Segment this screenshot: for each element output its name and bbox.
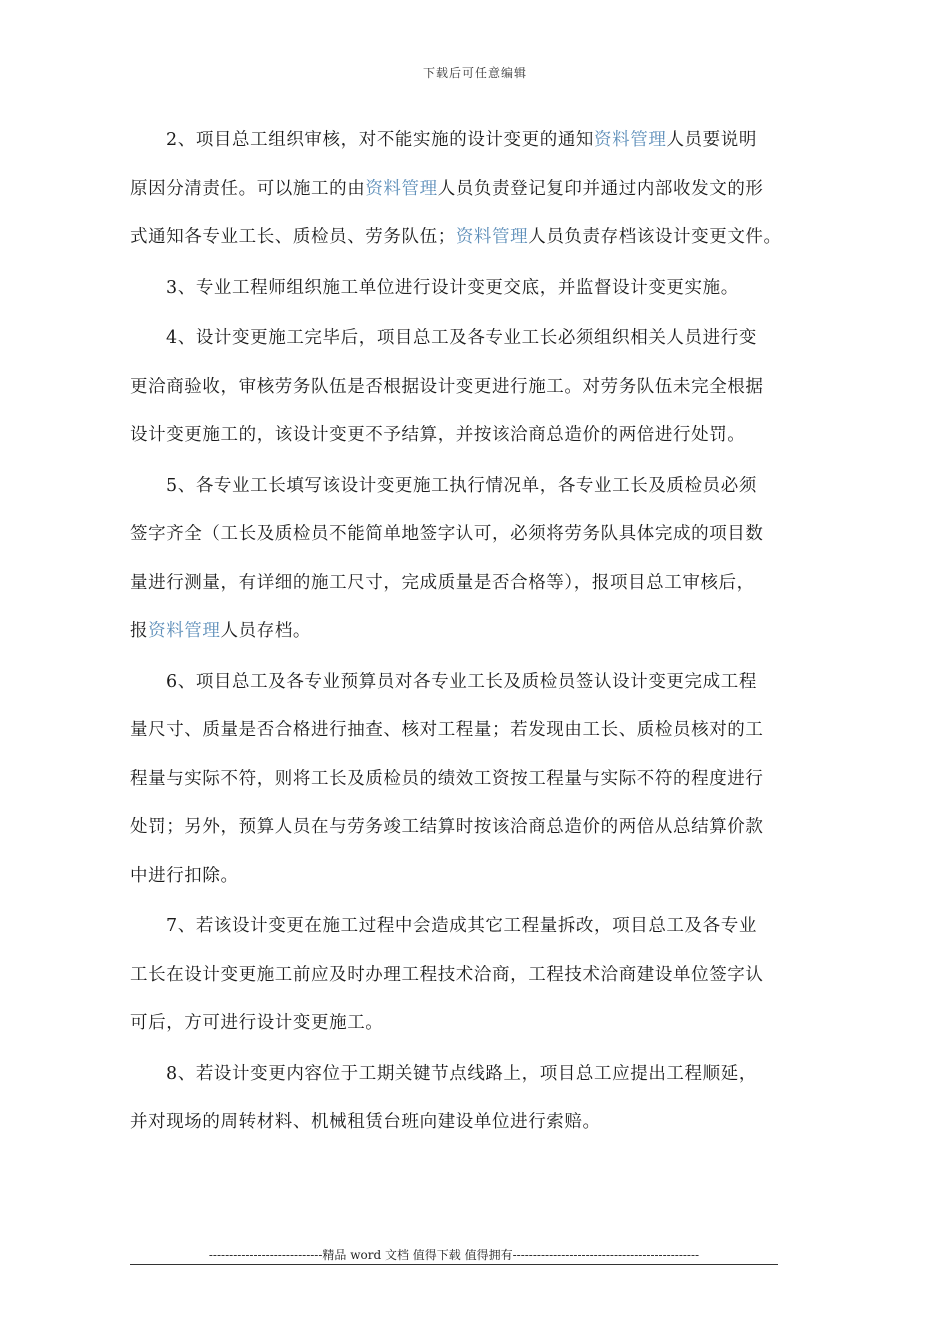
text-segment: 签字齐全（工长及质检员不能简单地签字认可，必须将劳务队具体完成的项目数 bbox=[130, 524, 764, 544]
text-segment: 程量与实际不符，则将工长及质检员的绩效工资按工程量与实际不符的程度进行 bbox=[130, 768, 764, 789]
text-segment: 人员存档。 bbox=[220, 621, 312, 641]
footer-rule bbox=[130, 1264, 778, 1265]
paragraph-line bbox=[130, 1098, 810, 1147]
paragraph-line bbox=[130, 706, 810, 755]
paragraph-line bbox=[130, 755, 810, 804]
paragraph-line bbox=[130, 999, 810, 1048]
text-segment: 8、若设计变更内容位于工期关键节点线路上，项目总工应提出工程顺延， bbox=[166, 1063, 757, 1084]
paragraph bbox=[130, 1050, 810, 1147]
text-segment: 中进行扣除。 bbox=[130, 865, 239, 886]
paragraph-line bbox=[130, 852, 810, 901]
paragraph-line bbox=[130, 213, 810, 262]
document-body bbox=[130, 116, 810, 1149]
text-segment: 工长在设计变更施工前应及时办理工程技术洽商，工程技术洽商建设单位签字认 bbox=[130, 964, 764, 985]
paragraph bbox=[130, 264, 810, 313]
paragraph bbox=[130, 902, 810, 1048]
paragraph-line bbox=[130, 462, 810, 511]
paragraph-line bbox=[130, 658, 810, 707]
text-segment: 6、项目总工及各专业预算员对各专业工长及质检员签认设计变更完成工程 bbox=[166, 671, 757, 692]
paragraph-line bbox=[130, 1050, 810, 1099]
text-segment: 并对现场的周转材料、机械租赁台班向建设单位进行索赔。 bbox=[130, 1112, 601, 1132]
text-segment: 报 bbox=[130, 621, 149, 641]
footer-note: ----------------------------精品 word 文档 值得下载 值得拥有---------------------------------------------- bbox=[208, 1248, 700, 1262]
paragraph-line bbox=[130, 264, 810, 313]
text-segment: 处罚；另外，预算人员在与劳务竣工结算时按该洽商总造价的两倍从总结算价款 bbox=[130, 817, 764, 837]
paragraph-line bbox=[130, 951, 810, 1000]
paragraph-line bbox=[130, 363, 810, 412]
paragraph-line bbox=[130, 165, 810, 214]
paragraph-line bbox=[130, 803, 810, 852]
paragraph-line bbox=[130, 116, 810, 165]
text-segment: 5、各专业工长填写该设计变更施工执行情况单，各专业工长及质检员必须 bbox=[166, 475, 757, 496]
text-segment: 2、项目总工组织审核，对不能实施的设计变更的通知 bbox=[166, 130, 595, 150]
text-segment: 4、设计变更施工完毕后，项目总工及各专业工长必须组织相关人员进行变 bbox=[166, 328, 757, 348]
paragraph bbox=[130, 116, 810, 262]
paragraph-line bbox=[130, 510, 810, 559]
paragraph-line bbox=[130, 411, 810, 460]
text-segment: 量尺寸、质量是否合格进行抽查、核对工程量；若发现由工长、质检员核对的工 bbox=[130, 720, 764, 740]
text-segment: 人员要说明 bbox=[666, 130, 757, 150]
text-segment: 3、专业工程师组织施工单位进行设计变更交底，并监督设计变更实施。 bbox=[166, 277, 739, 298]
keyword-link[interactable]: 资料管理 bbox=[365, 178, 438, 199]
text-segment: 可后，方可进行设计变更施工。 bbox=[130, 1013, 384, 1033]
text-segment: 原因分清责任。可以施工的由 bbox=[130, 178, 366, 199]
header-note: 下载后可任意编辑 bbox=[422, 66, 527, 80]
paragraph-line bbox=[130, 559, 810, 608]
keyword-link[interactable]: 资料管理 bbox=[594, 130, 667, 150]
text-segment: 式通知各专业工长、质检员、劳务队伍； bbox=[130, 227, 456, 247]
paragraph bbox=[130, 658, 810, 901]
keyword-link[interactable]: 资料管理 bbox=[148, 621, 221, 641]
text-segment: 更洽商验收，审核劳务队伍是否根据设计变更进行施工。对劳务队伍未完全根据 bbox=[130, 376, 764, 397]
paragraph bbox=[130, 314, 810, 460]
keyword-link[interactable]: 资料管理 bbox=[455, 227, 529, 247]
paragraph-line bbox=[130, 902, 810, 951]
text-segment: 7、若该设计变更在施工过程中会造成其它工程量拆改，项目总工及各专业 bbox=[166, 916, 757, 936]
text-segment: 设计变更施工的，该设计变更不予结算，并按该洽商总造价的两倍进行处罚。 bbox=[130, 425, 746, 445]
text-segment: 量进行测量，有详细的施工尺寸，完成质量是否合格等），报项目总工审核后， bbox=[130, 572, 755, 593]
text-segment: 人员负责登记复印并通过内部收发文的形 bbox=[437, 178, 764, 199]
paragraph bbox=[130, 462, 810, 656]
text-segment: 人员负责存档该设计变更文件。 bbox=[528, 227, 782, 247]
paragraph-line bbox=[130, 314, 810, 363]
paragraph-line bbox=[130, 607, 810, 656]
